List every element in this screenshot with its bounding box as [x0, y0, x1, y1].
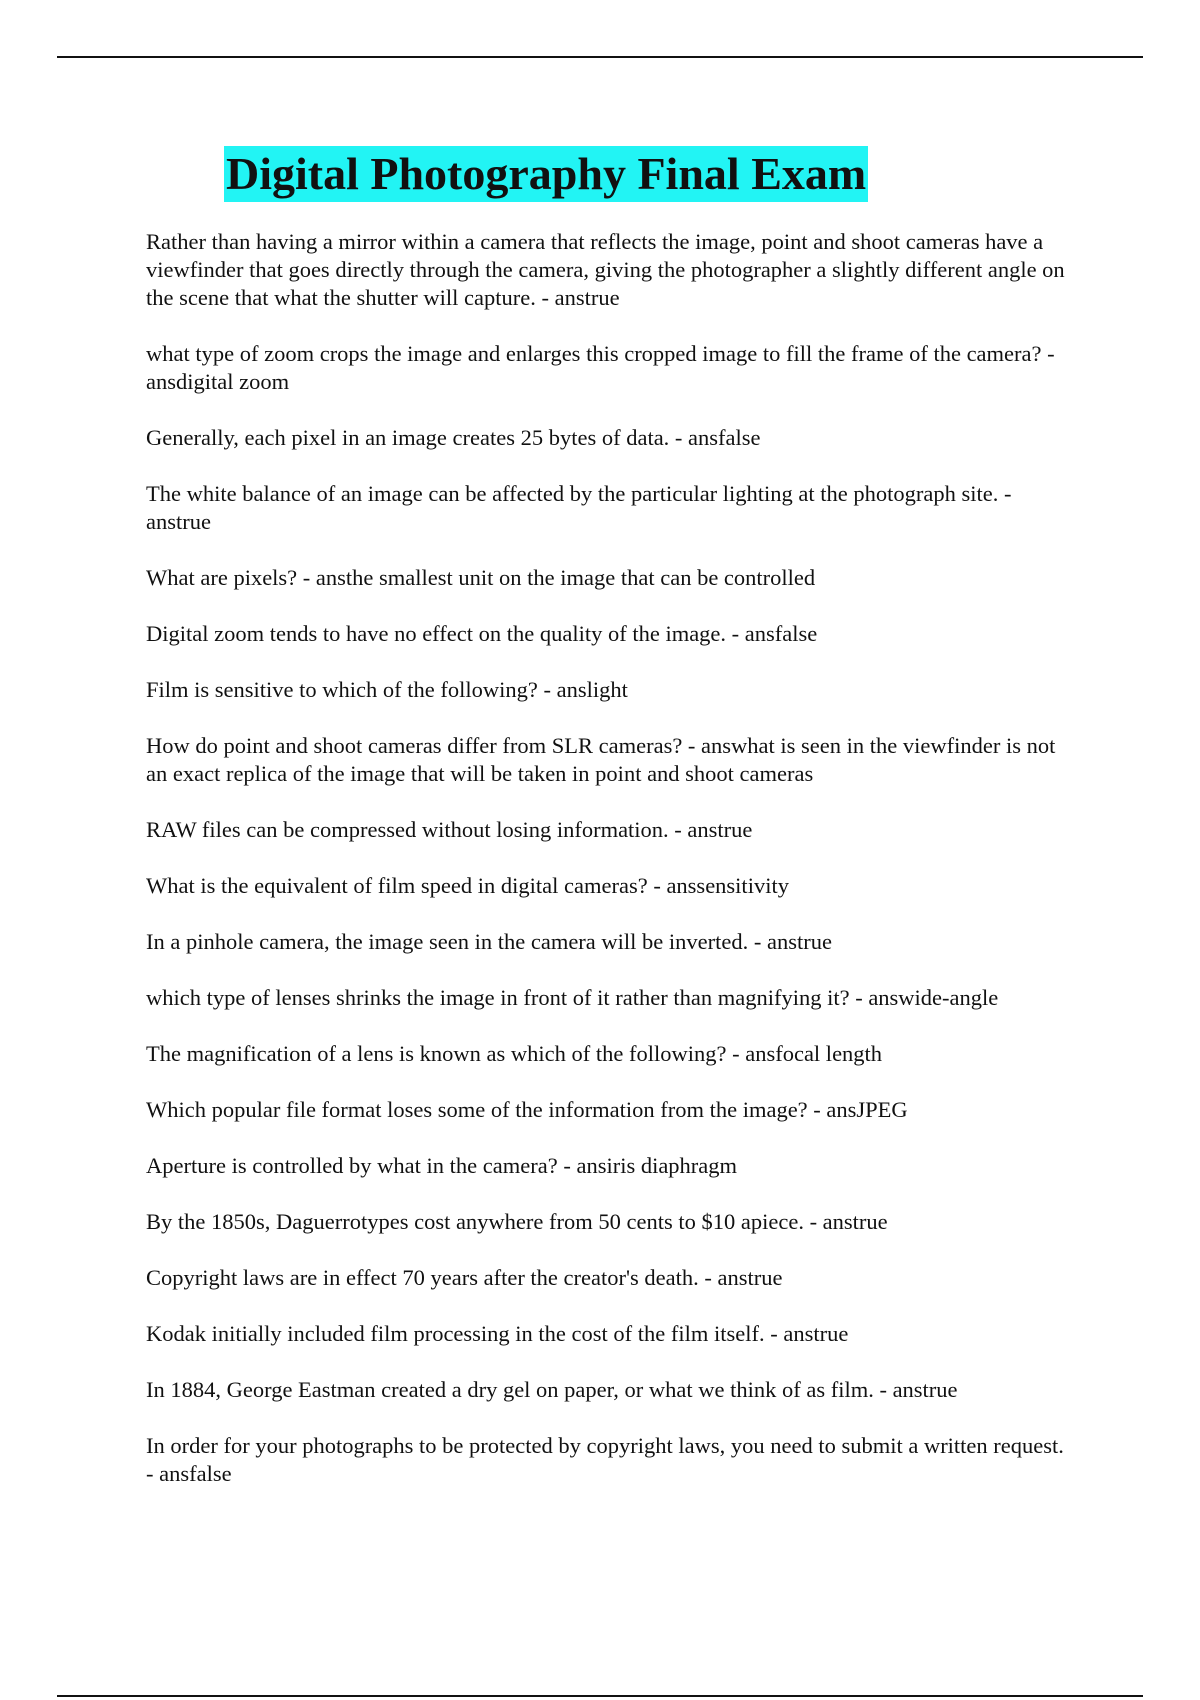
qa-item: Which popular file format loses some of the information from the image? - ansJPEG — [146, 1097, 908, 1122]
qa-item: What is the equivalent of film speed in digital cameras? - anssensitivity — [146, 873, 789, 898]
qa-item: Aperture is controlled by what in the camera? - ansiris diaphragm — [146, 1153, 738, 1178]
qa-item: The magnification of a lens is known as which of the following? - ansfocal length — [146, 1041, 883, 1066]
qa-item: In a pinhole camera, the image seen in the camera will be inverted. - anstrue — [146, 929, 832, 954]
document-title: Digital Photography Final Exam — [226, 148, 867, 199]
qa-item: What are pixels? - ansthe smallest unit on the image that can be controlled — [146, 565, 816, 590]
qa-item: what type of zoom crops the image and enlarges this cropped image to fill the frame of the camera? - ansdigital zoom — [146, 341, 1055, 394]
qa-item: RAW files can be compressed without losing information. - anstrue — [146, 817, 753, 842]
bottom-rule — [57, 1695, 1143, 1697]
qa-item: The white balance of an image can be affected by the particular lighting at the photograph site. - anstrue — [146, 481, 1012, 534]
qa-item: Rather than having a mirror within a camera that reflects the image, point and shoot cameras have a viewfinder that goes directly through the camera, giving the photographer a slightly different angle on the scene that what the shutter will capture. - anstrue — [146, 229, 1065, 310]
qa-item: Kodak initially included film processing in the cost of the film itself. - anstrue — [146, 1321, 849, 1346]
qa-list — [146, 228, 1076, 1488]
qa-item: Generally, each pixel in an image creates 25 bytes of data. - ansfalse — [146, 425, 761, 450]
top-rule — [57, 56, 1143, 58]
qa-item: By the 1850s, Daguerrotypes cost anywhere from 50 cents to $10 apiece. - anstrue — [146, 1209, 888, 1234]
qa-item: Digital zoom tends to have no effect on the quality of the image. - ansfalse — [146, 621, 818, 646]
qa-item: In 1884, George Eastman created a dry gel on paper, or what we think of as film. - anstrue — [146, 1377, 958, 1402]
title-highlight — [224, 146, 868, 202]
qa-item: Copyright laws are in effect 70 years after the creator's death. - anstrue — [146, 1265, 783, 1290]
qa-item: In order for your photographs to be protected by copyright laws, you need to submit a written request. - ansfalse — [146, 1433, 1064, 1486]
qa-item: which type of lenses shrinks the image in front of it rather than magnifying it? - answide-angle — [146, 985, 999, 1010]
qa-item: Film is sensitive to which of the following? - anslight — [146, 677, 628, 702]
qa-item: How do point and shoot cameras differ from SLR cameras? - answhat is seen in the viewfinder is not an exact replica of the image that will be taken in point and shoot cameras — [146, 733, 1056, 786]
